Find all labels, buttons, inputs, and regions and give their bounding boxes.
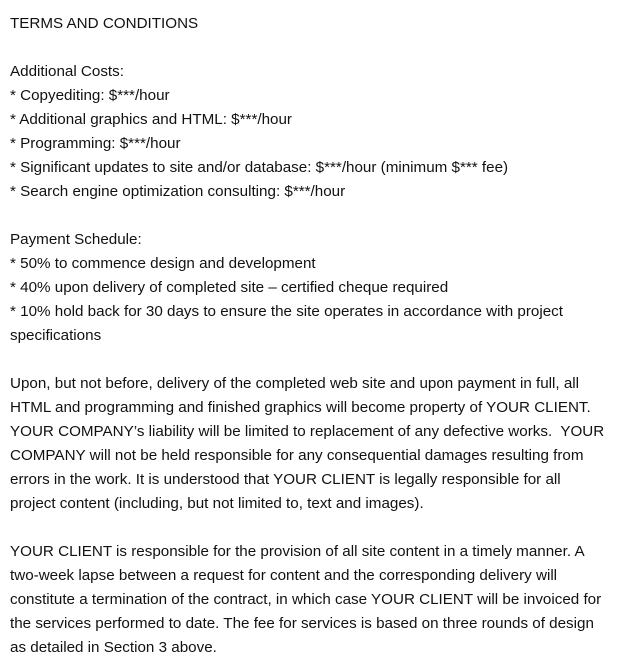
payment-schedule-section <box>10 228 604 348</box>
spacer <box>10 204 604 228</box>
list-item: * 10% hold back for 30 days to ensure the site operates in accordance with project specifications <box>10 303 563 344</box>
payment-schedule-heading: Payment Schedule: <box>10 231 142 248</box>
spacer <box>10 348 604 372</box>
list-item: * Programming: $***/hour <box>10 135 181 152</box>
list-item: * Additional graphics and HTML: $***/hour <box>10 111 292 128</box>
spacer <box>10 516 604 540</box>
list-item: * Search engine optimization consulting: $***/hour <box>10 183 346 200</box>
additional-costs-list <box>10 84 604 204</box>
client-content-paragraph: YOUR CLIENT is responsible for the provision of all site content in a timely manner. A two-week lapse between a request for content and the corresponding delivery will constitute a termination of the contract, in which case YOUR CLIENT will be invoiced for the services performed to date. The fee for services is based on three rounds of design as detailed in Section 3 above. <box>10 543 602 656</box>
ownership-liability-paragraph: Upon, but not before, delivery of the completed web site and upon payment in full, all HTML and programming and finished graphics will become property of YOUR CLIENT. YOUR COMPANY’s liability will be limited to replacement of any defective works. YOUR COMPANY will not be held responsible for any consequential damages resulting from errors in the work. It is understood that YOUR CLIENT is legally responsible for all project content (including, but not limited to, text and images). <box>10 375 609 512</box>
payment-schedule-list <box>10 252 604 348</box>
additional-costs-section <box>10 60 604 204</box>
document-title: TERMS AND CONDITIONS <box>10 15 199 32</box>
list-item: * Copyediting: $***/hour <box>10 87 170 104</box>
additional-costs-heading: Additional Costs: <box>10 63 124 80</box>
spacer <box>10 36 604 60</box>
list-item: * 50% to commence design and development <box>10 255 316 272</box>
list-item: * Significant updates to site and/or database: $***/hour (minimum $*** fee) <box>10 159 509 176</box>
list-item: * 40% upon delivery of completed site – certified cheque required <box>10 279 449 296</box>
